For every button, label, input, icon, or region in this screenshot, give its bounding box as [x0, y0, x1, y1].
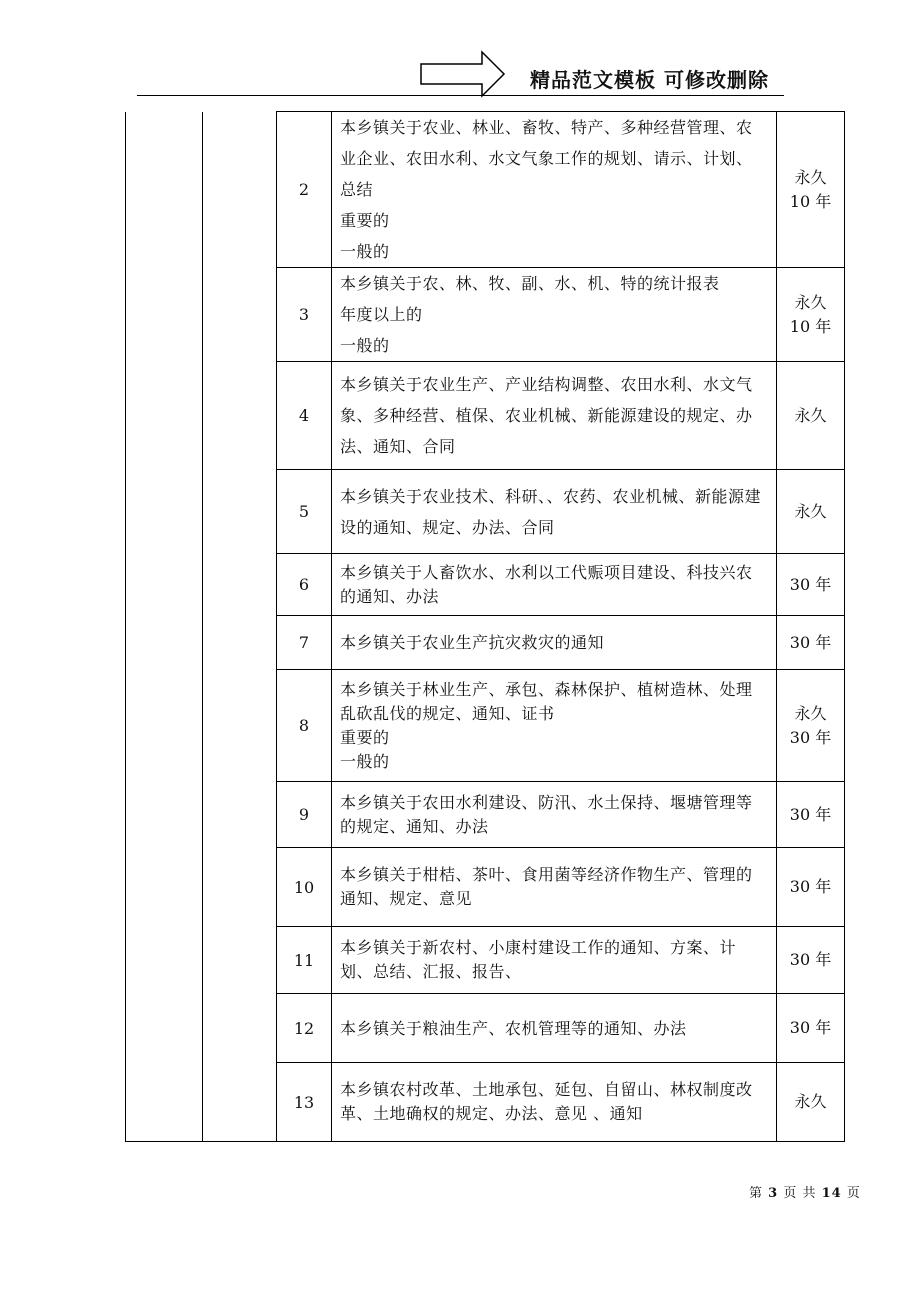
description-line: 本乡镇关于农业生产抗灾救灾的通知: [340, 633, 605, 652]
description-line: 重要的: [340, 211, 390, 230]
archive-retention-table: [125, 111, 845, 1142]
description-line: 本乡镇农村改革、土地承包、延包、自留山、林权制度改革、土地确权的规定、办法、意见 、通知: [340, 1080, 753, 1123]
retention-period: [777, 670, 845, 782]
row-description: [332, 782, 777, 848]
retention-period: [777, 848, 845, 927]
retention-period: [777, 362, 845, 470]
retention-period: [777, 994, 845, 1063]
footer-mid: 页 共: [783, 1186, 817, 1201]
retention-period: [777, 616, 845, 670]
period-line: 永久: [794, 167, 827, 187]
period-line: 30 年: [789, 574, 832, 594]
row-description: [332, 616, 777, 670]
description-line: 一般的: [340, 751, 390, 771]
footer-total-pages: 14: [821, 1186, 842, 1201]
row-description: [332, 848, 777, 927]
period-line: 30 年: [789, 877, 832, 896]
row-number: 12: [277, 994, 332, 1063]
row-description: [332, 268, 777, 362]
retention-period: [777, 112, 845, 268]
row-number: 3: [277, 268, 332, 362]
period-line: 永久: [794, 501, 827, 521]
description-line: 一般的: [340, 336, 390, 355]
header-rule: [137, 95, 784, 96]
row-description: [332, 1063, 777, 1142]
description-line: 本乡镇关于人畜饮水、水利以工代赈项目建设、科技兴农的通知、办法: [340, 562, 753, 606]
subcategory-cell: [203, 112, 277, 1142]
description-line: 本乡镇关于农、林、牧、副、水、机、特的统计报表: [340, 274, 720, 293]
period-line: 永久: [794, 292, 827, 312]
footer-page-number: 3: [768, 1186, 779, 1201]
row-number: 11: [277, 927, 332, 994]
row-number: 7: [277, 616, 332, 670]
row-number: 13: [277, 1063, 332, 1142]
period-line: 30 年: [789, 804, 832, 824]
row-description: [332, 470, 777, 554]
period-line: 30 年: [789, 727, 832, 747]
description-line: 本乡镇关于粮油生产、农机管理等的通知、办法: [340, 1018, 687, 1038]
description-line: 本乡镇关于柑桔、茶叶、食用菌等经济作物生产、管理的通知、规定、意见: [340, 865, 753, 908]
retention-period: [777, 554, 845, 616]
description-line: 重要的: [340, 727, 390, 747]
category-cell: [126, 112, 203, 1142]
period-line: 10 年: [789, 191, 832, 211]
retention-period: [777, 268, 845, 362]
row-description: [332, 554, 777, 616]
row-description: [332, 994, 777, 1063]
description-line: 本乡镇关于农业、林业、畜牧、特产、多种经营管理、农业企业、农田水利、水文气象工作的规划、请示、计划、总结: [340, 118, 753, 199]
row-number: 6: [277, 554, 332, 616]
retention-period: [777, 782, 845, 848]
header-title: 精品范文模板 可修改删除: [530, 68, 769, 92]
row-description: [332, 362, 777, 470]
retention-period: [777, 927, 845, 994]
page-footer: [749, 1182, 861, 1201]
retention-period: [777, 1063, 845, 1142]
description-line: 本乡镇关于农业技术、科研、、农药、农业机械、新能源建设的通知、规定、办法、合同: [340, 486, 762, 537]
description-line: 本乡镇关于新农村、小康村建设工作的通知、方案、计划、总结、汇报、报告、: [340, 938, 737, 981]
row-number: 5: [277, 470, 332, 554]
retention-period: [777, 470, 845, 554]
period-line: 永久: [794, 1092, 827, 1111]
row-number: 8: [277, 670, 332, 782]
row-description: [332, 670, 777, 782]
period-line: 30 年: [789, 1018, 832, 1037]
description-line: 一般的: [340, 242, 390, 261]
period-line: 永久: [794, 405, 827, 425]
table-row: [126, 112, 845, 268]
row-number: 10: [277, 848, 332, 927]
description-line: 年度以上的: [340, 305, 423, 324]
period-line: 30 年: [789, 632, 832, 652]
row-description: [332, 927, 777, 994]
footer-suffix: 页: [846, 1186, 861, 1201]
row-number: 2: [277, 112, 332, 268]
row-number: 4: [277, 362, 332, 470]
description-line: 本乡镇关于农田水利建设、防汛、水土保持、堰塘管理等的规定、通知、办法: [340, 792, 753, 836]
description-line: 本乡镇关于林业生产、承包、森林保护、植树造林、处理乱砍乱伐的规定、通知、证书: [340, 679, 753, 723]
period-line: 30 年: [789, 950, 832, 969]
description-line: 本乡镇关于农业生产、产业结构调整、农田水利、水文气象、多种经营、植保、农业机械、新能源建设的规定、办法、通知、合同: [340, 375, 753, 456]
row-number: 9: [277, 782, 332, 848]
period-line: 永久: [794, 703, 827, 723]
period-line: 10 年: [789, 316, 832, 336]
footer-prefix: 第: [749, 1186, 764, 1201]
row-description: [332, 112, 777, 268]
right-arrow-outline-icon: [420, 50, 506, 98]
